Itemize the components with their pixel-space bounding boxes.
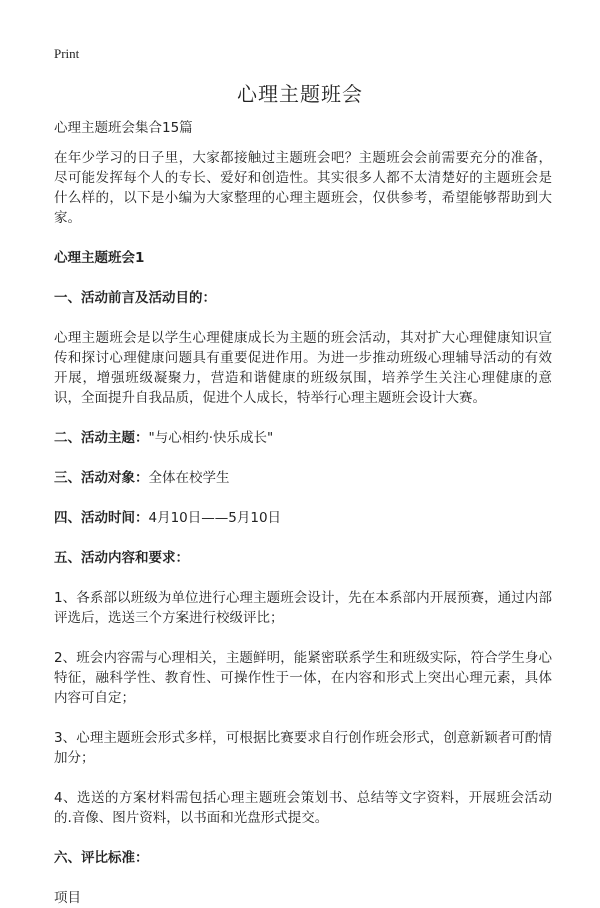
purpose-paragraph: 心理主题班会是以学生心理健康成长为主题的班会活动，其对扩大心理健康知识宣传和探讨心理健康问题具有重要促进作用。为进一步推动班级心理辅导活动的有效开展，增强班级凝聚力，营造和谐健康的班级氛围，培养学生关注心理健康的意识，全面提升自我品质，促进个人成长，特举行心理主题班会设计大赛。 [54,330,552,406]
requirement-4: 4、选送的方案材料需包括心理主题班会策划书、总结等文字资料，开展班会活动的.音像、图片资料，以书面和光盘形式提交。 [54,790,552,826]
requirement-1: 1、各系部以班级为单位进行心理主题班会设计，先在本系部内开展预赛，通过内部评选后，选送三个方案进行校级评比； [54,590,552,626]
time-value: 4月10日——5月10日 [148,510,282,526]
criteria-item: 项目 [54,890,81,906]
print-link[interactable]: Print [54,46,80,61]
heading-requirements: 五、活动内容和要求： [54,550,189,566]
theme-value: "与心相约·快乐成长" [148,430,274,446]
page-title: 心理主题班会 [237,82,363,106]
requirement-3: 3、心理主题班会形式多样，可根据比赛要求自行创作班会形式，创意新颖者可酌情加分； [54,730,552,766]
article-body [54,118,552,908]
section-title: 心理主题班会1 [54,250,145,266]
heading-criteria: 六、评比标准： [54,850,149,866]
theme-line [54,428,552,448]
target-label: 三、活动对象： [54,470,149,486]
target-value: 全体在校学生 [148,470,230,486]
target-line [54,468,552,488]
time-label: 四、活动时间： [54,510,149,526]
time-line [54,508,552,528]
theme-label: 二、活动主题： [54,430,149,446]
intro-paragraph: 在年少学习的日子里，大家都接触过主题班会吧？主题班会会前需要充分的准备，尽可能发挥每个人的专长、爱好和创造性。其实很多人都不太清楚好的主题班会是什么样的，以下是小编为大家整理的心理主题班会，仅供参考，希望能够帮助到大家。 [54,150,552,226]
requirement-2: 2、班会内容需与心理相关，主题鲜明，能紧密联系学生和班级实际，符合学生身心特征，融科学性、教育性、可操作性于一体，在内容和形式上突出心理元素，具体内容可自定； [54,650,552,706]
article-subtitle: 心理主题班会集合15篇 [54,120,193,136]
heading-purpose: 一、活动前言及活动目的： [54,290,216,306]
